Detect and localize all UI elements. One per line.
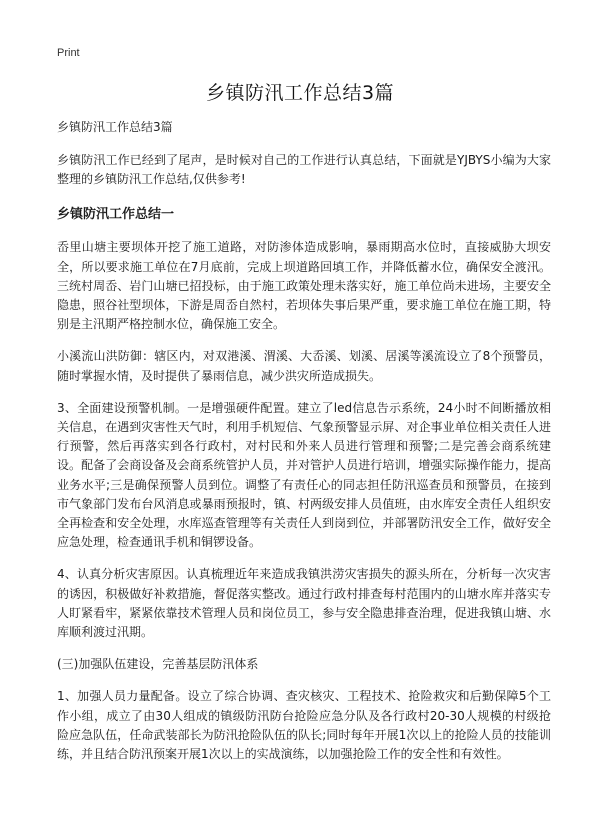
document-body xyxy=(57,118,551,777)
intro-paragraph: 乡镇防汛工作已经到了尾声，是时候对自己的工作进行认真总结，下面就是YJBYS小编为大家整理的乡镇防汛工作总结,仅供参考! xyxy=(57,153,551,187)
paragraph-1: 岙里山塘主要坝体开挖了施工道路，对防渗体造成影响，暴雨期高水位时，直接威胁大坝安全，所以要求施工单位在7月底前，完成上坝道路回填工作，并降低蓄水位，确保安全渡汛。三统村周岙、岩门山塘已招投标，由于施工政策处理未落实好，施工单位尚未进场，主要安全隐患，照谷社型坝体，下游是周岙自然村，若坝体失事后果严重，要求施工单位在施工期，特别是主汛期严格控制水位，确保施工安全。 xyxy=(57,240,551,332)
print-link[interactable]: Print xyxy=(57,47,80,59)
paragraph-3: 3、全面建设预警机制。一是增强硬件配置。建立了led信息告示系统，24小时不间断播放相关信息，在遇到灾害性天气时，利用手机短信、气象预警显示屏、对企事业单位相关责任人进行预警，然后再落实到各行政村，对村民和外来人员进行管理和预警;二是完善会商系统建设。配备了会商设备及会商系统管护人员，并对管护人员进行培训，增强实际操作能力，提高业务水平;三是确保预警人员到位。调整了有责任心的同志担任防汛巡查员和预警员，在接到市气象部门发布台风消息或暴雨预报时，镇、村两级安排人员值班，由水库安全责任人组织安全再检查和安全处理，水库巡查管理等有关责任人到岗到位，并部署防汛安全工作，做好安全应急处理，检查通讯手机和铜锣设备。 xyxy=(57,400,551,550)
paragraph-6: 1、加强人员力量配备。设立了综合协调、查灾核灾、工程技术、抢险救灾和后勤保障5个工作小组，成立了由30人组成的镇级防汛防台抢险应急分队及各行政村20-30人规模的村级抢险应急队伍，任命武装部长为防汛抢险队伍的队长;同时每年开展1次以上的抢险人员的技能训练，并且结合防汛预案开展1次以上的实战演练，以加强抢险工作的安全性和有效性。 xyxy=(57,689,551,762)
paragraph-4: 4、认真分析灾害原因。认真梳理近年来造成我镇洪涝灾害损失的源头所在，分析每一次灾害的诱因，积极做好补救措施，督促落实整改。通过行政村排查每村范围内的山塘水库并落实专人盯紧看牢，紧紧依靠技术管理人员和岗位员工，参与安全隐患排查治理，促进我镇山塘、水库顺利渡过汛期。 xyxy=(57,567,551,640)
paragraph-5: (三)加强队伍建设，完善基层防汛体系 xyxy=(57,657,259,672)
page-title: 乡镇防汛工作总结3篇 xyxy=(205,82,395,104)
document-subtitle: 乡镇防汛工作总结3篇 xyxy=(57,120,173,134)
section-heading: 乡镇防汛工作总结一 xyxy=(57,207,175,223)
paragraph-2: 小溪流山洪防御：辖区内，对双港溪、渭溪、大岙溪、划溪、居溪等溪流设立了8个预警员，随时掌握水情，及时提供了暴雨信息，减少洪灾所造成损失。 xyxy=(57,349,551,383)
